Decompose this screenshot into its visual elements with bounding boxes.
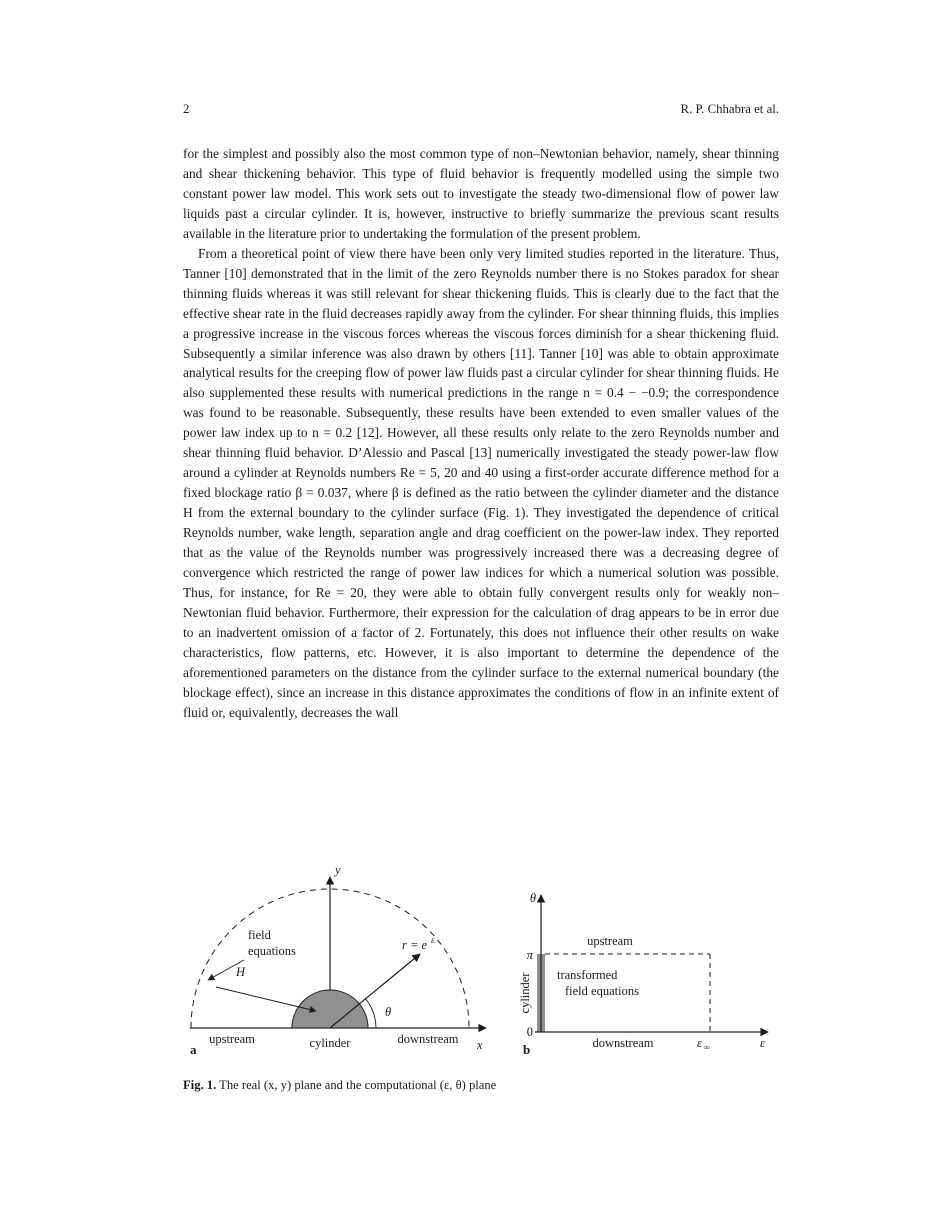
panel-b [518,891,768,1057]
h-label: H [236,965,246,979]
theta-axis-label: θ [529,891,536,905]
figure-caption-text: The real (x, y) plane and the computational (ε, θ) plane [219,1078,497,1092]
zero-label: 0 [526,1025,533,1039]
epsilon-axis-label: ε [760,1036,765,1050]
transformed-label-line2: field equations [565,984,639,998]
body-text [183,144,779,723]
panel-a [190,863,486,1057]
epsilon-infinity-label: ε [697,1036,702,1050]
upstream-label-b: upstream [587,934,633,948]
figure-caption [183,1078,779,1093]
figure-1 [180,862,786,1064]
y-axis-label: y [335,863,341,877]
r-label: r = e [402,938,428,952]
theta-label: θ [385,1005,392,1019]
cylinder-shape [292,990,368,1028]
downstream-label-b: downstream [592,1036,654,1050]
panel-a-label: a [190,1042,197,1057]
panel-b-label: b [523,1042,531,1057]
figure-1-svg [180,862,786,1064]
field-equations-label-line2: equations [248,944,296,958]
upstream-label: upstream [209,1032,255,1046]
running-header [183,102,779,117]
paragraph-1: for the simplest and possibly also the most common type of non–Newtonian behavior, namely, shear thinning and shear thickening behavior. This type of fluid behavior is frequently modelled using the simple two constant power law model. This work sets out to investigate the steady two-dimensional flow of power law liquids past a circular cylinder. It is, however, instructive to briefly summarize the previous scant results available in the literature prior to undertaking the formulation of the present problem. [183,146,779,241]
epsilon-infinity-subscript: ∞ [704,1042,711,1052]
x-axis-label: x [477,1038,483,1052]
page-number: 2 [183,102,190,116]
paragraph-2: From a theoretical point of view there have been only very limited studies reported in the literature. Thus, Tanner [10] demonstrated that in the limit of the zero Reynolds number there is no Stokes paradox for shear thinning fluids whereas it was still relevant for shear thickening fluids. This is clearly due to the fact that the effective shear rate in the fluid decreases rapidly away from the cylinder. For shear thinning fluids, this implies a progressive increase in the viscous forces whereas the viscous forces diminish for a shear thickening fluid. Subsequently a similar inference was also drawn by others [11]. Tanner [10] was able to obtain approximate analytical results for the creeping flow of power law fluids past a circular cylinder for shear thinning fluids. He also supplemented these results with numerical predictions in the range n = 0.4 − −0.9; the correspondence was found to be reasonable. Subsequently, these results have been extended to even smaller values of the power law index up to n = 0.2 [12]. However, all these results only relate to the zero Reynolds number and shear thinning fluid behavior. D’Alessio and Pascal [13] numerically investigated the steady power-law flow around a cylinder at Reynolds numbers Re = 5, 20 and 40 using a first-order accurate difference method for a fixed blockage ratio β = 0.037, where β is defined as the ratio between the cylinder diameter and the distance H from the external boundary to the cylinder surface (Fig. 1). They investigated the dependence of critical Reynolds number, wake length, separation angle and drag coefficient on the power-law index. They reported that as the value of the Reynolds number was progressively increased there was a decreasing degree of convergence which restricted the range of power law indices for which a numerical solution was possible. Thus, for instance, for Re = 20, they were able to obtain fully convergent results only for weakly non–Newtonian fluid behavior. Furthermore, their expression for the calculation of drag appears to be in error due to an inadvertent omission of a factor of 2. Fortunately, this does not influence their other results on wake characteristics, flow patterns, etc. However, it is also important to determine the dependence of the aforementioned parameters on the distance from the cylinder surface to the external numerical boundary (the blockage effect), since an increase in this distance approximates the conditions of flow in an infinite extent of fluid or, equivalently, decreases the wall [183,245,779,720]
cylinder-label-b: cylinder [518,972,532,1014]
transformed-label-line1: transformed [557,968,618,982]
cylinder-label: cylinder [309,1036,351,1050]
pi-label: π [526,948,533,962]
downstream-label: downstream [397,1032,459,1046]
field-equations-label-line1: field [248,928,271,942]
r-label-exponent: ε [431,935,435,945]
figure-caption-label: Fig. 1. [183,1078,217,1092]
h-distance-arrow [216,987,316,1011]
running-title: R. P. Chhabra et al. [680,102,779,116]
